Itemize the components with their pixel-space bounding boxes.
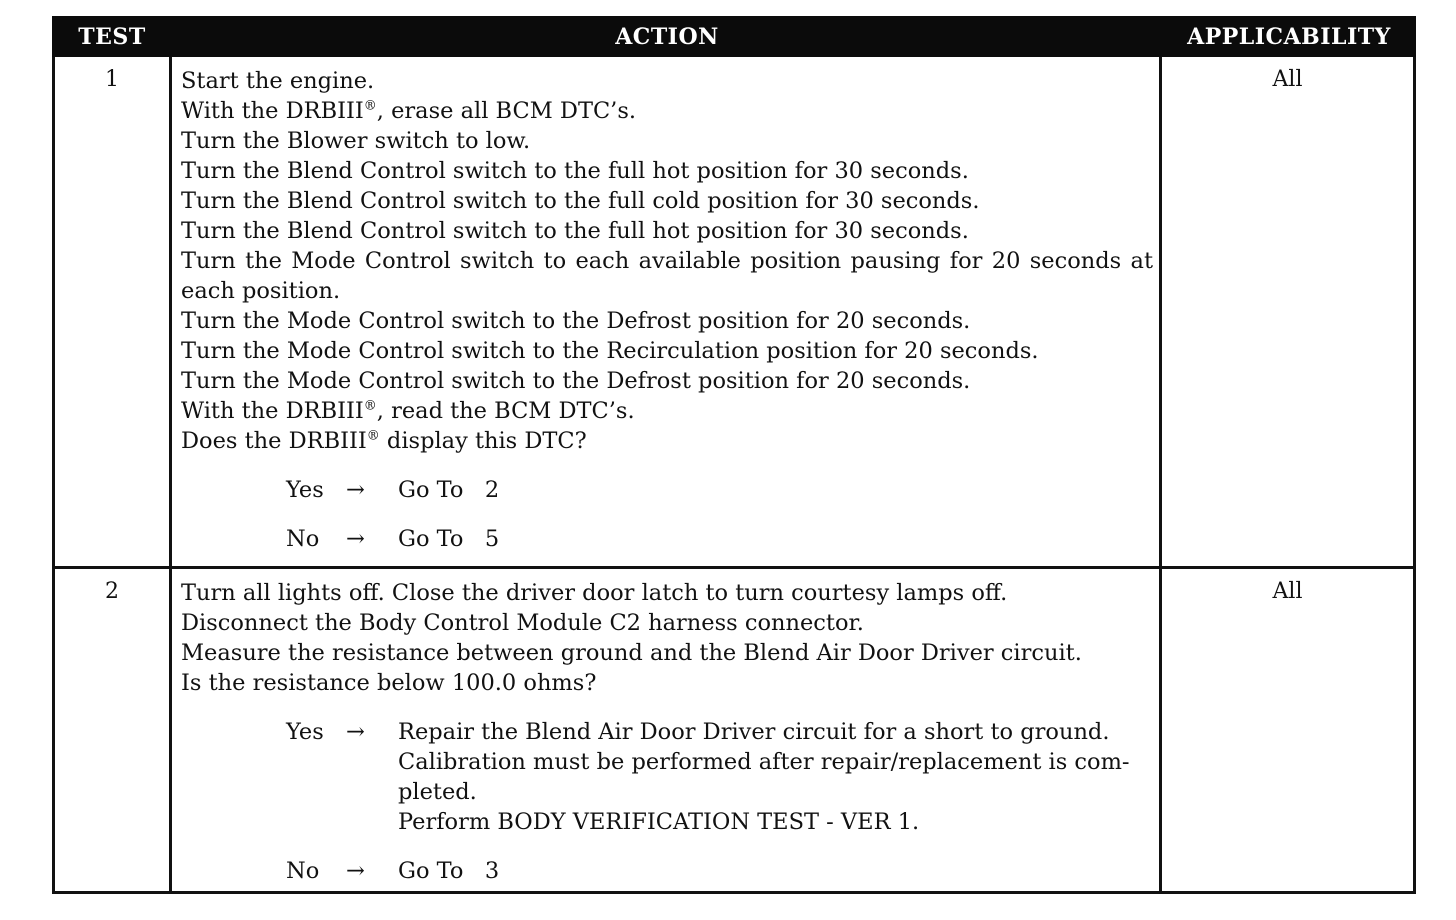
no-branch xyxy=(286,856,1153,886)
test-number: 2 xyxy=(55,569,172,891)
action-cell xyxy=(172,57,1162,566)
diagnostic-test-table xyxy=(52,16,1416,894)
result-line: Perform BODY VERIFICATION TEST - VER 1. xyxy=(398,809,920,835)
yes-label: Yes xyxy=(286,477,324,503)
table-body xyxy=(52,57,1416,894)
header-action: ACTION xyxy=(615,23,719,50)
applicability-value: All xyxy=(1272,579,1303,604)
test-number: 1 xyxy=(55,57,172,566)
step-text: Turn the Blend Control switch to the full hot position for 30 seconds. xyxy=(181,218,969,244)
step-text: Turn all lights off. Close the driver door latch to turn courtesy lamps off. xyxy=(181,580,1008,606)
step-text: Turn the Blower switch to low. xyxy=(181,128,531,154)
step-text: With the DRBIII®, read the BCM DTC’s. xyxy=(181,398,635,424)
step-text: Turn the Mode Control switch to the Defrost position for 20 seconds. xyxy=(181,368,971,394)
result-line: Go To 5 xyxy=(398,526,500,552)
table-row xyxy=(55,57,1413,566)
step-text: With the DRBIII®, erase all BCM DTC’s. xyxy=(181,98,637,124)
result-line: Calibration must be performed after repair/replacement is com- xyxy=(398,749,1130,775)
step-text: Turn the Mode Control switch to the Recirculation position for 20 seconds. xyxy=(181,338,1039,364)
header-applicability: APPLICABILITY xyxy=(1187,23,1391,50)
yes-result xyxy=(398,475,1153,505)
yes-result xyxy=(398,717,1153,837)
no-label: No xyxy=(286,858,320,884)
result-line: Go To 2 xyxy=(398,477,500,503)
step-text: Turn the Blend Control switch to the full cold position for 30 seconds. xyxy=(181,188,980,214)
right-arrow-icon: → xyxy=(346,858,365,884)
step-text: Does the DRBIII® display this DTC? xyxy=(181,428,587,454)
no-label: No xyxy=(286,526,320,552)
table-row xyxy=(55,566,1413,891)
header-test: TEST xyxy=(78,23,146,50)
step-text: Turn the Mode Control switch to each available position pausing for 20 seconds at each position. xyxy=(181,248,1153,304)
right-arrow-icon: → xyxy=(346,477,365,503)
no-result xyxy=(398,524,1153,554)
step-text: Start the engine. xyxy=(181,68,375,94)
yes-branch xyxy=(286,717,1153,837)
right-arrow-icon: → xyxy=(346,719,365,745)
step-text: Measure the resistance between ground and the Blend Air Door Driver circuit. xyxy=(181,640,1082,666)
no-result xyxy=(398,856,1153,886)
step-text: Is the resistance below 100.0 ohms? xyxy=(181,670,597,696)
step-text: Disconnect the Body Control Module C2 harness connector. xyxy=(181,610,864,636)
right-arrow-icon: → xyxy=(346,526,365,552)
yes-branch xyxy=(286,475,1153,505)
step-text: Turn the Blend Control switch to the full hot position for 30 seconds. xyxy=(181,158,969,184)
result-line: pleted. xyxy=(398,779,477,805)
applicability-value: All xyxy=(1272,67,1303,92)
result-line: Go To 3 xyxy=(398,858,500,884)
no-branch xyxy=(286,524,1153,554)
table-header xyxy=(52,16,1416,57)
result-line: Repair the Blend Air Door Driver circuit for a short to ground. xyxy=(398,719,1110,745)
action-cell xyxy=(172,569,1162,891)
yes-label: Yes xyxy=(286,719,324,745)
step-text: Turn the Mode Control switch to the Defrost position for 20 seconds. xyxy=(181,308,971,334)
